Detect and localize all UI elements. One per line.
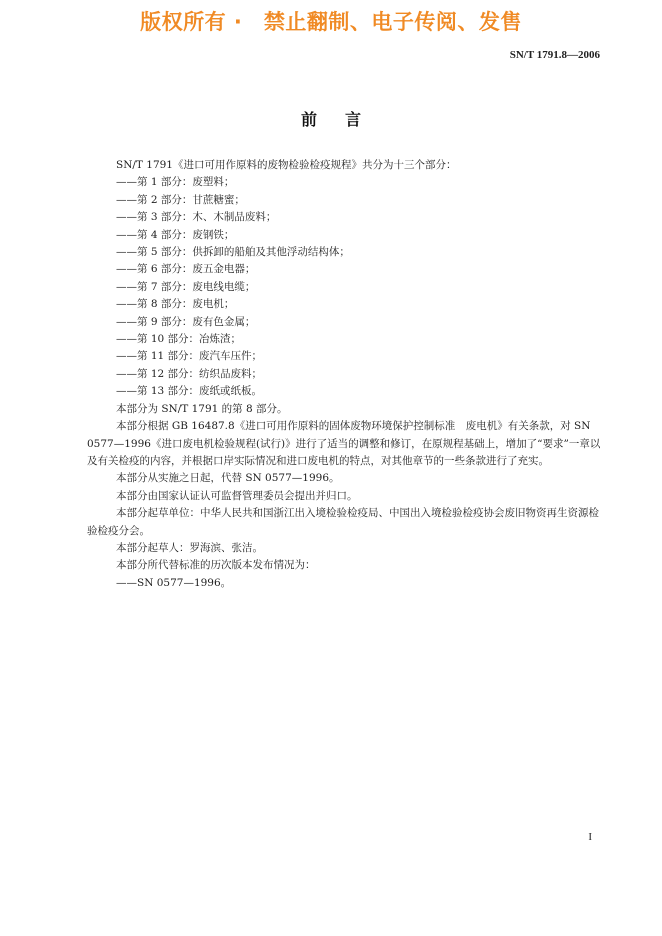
list-item: ——第 8 部分：废电机； bbox=[116, 298, 235, 311]
list-item: ——第 6 部分：废五金电器； bbox=[116, 263, 256, 276]
list-item: ——第 9 部分：废有色金属； bbox=[116, 315, 256, 328]
paragraph: 本部分所代替标准的历次版本发布情况为： bbox=[116, 559, 316, 572]
list-item: ——第 3 部分：木、木制品废料； bbox=[116, 211, 277, 224]
list-item: ——第 13 部分：废纸或纸板。 bbox=[116, 385, 263, 398]
standard-code: SN/T 1791.8—2006 bbox=[509, 49, 600, 61]
list-item: ——第 10 部分：冶炼渣； bbox=[116, 333, 242, 346]
list-item: ——第 11 部分：废汽车压件； bbox=[116, 350, 263, 363]
paragraph: 本部分起草单位：中华人民共和国浙江出入境检验检疫局、中国出入境检验检疫协会废旧物资再生资源检验检疫分会。 bbox=[87, 507, 599, 537]
paragraph: 本部分由国家认证认可监督管理委员会提出并归口。 bbox=[116, 489, 358, 502]
paragraph: 本部分起草人：罗海滨、张洁。 bbox=[116, 541, 263, 554]
parts-list bbox=[116, 174, 606, 400]
paragraph: 本部分从实施之日起，代替 SN 0577—1996。 bbox=[116, 472, 340, 485]
list-item: ——第 1 部分：废塑料； bbox=[116, 176, 235, 189]
list-item: ——第 12 部分：纺织品废料； bbox=[116, 367, 263, 380]
list-item: ——第 5 部分：供拆卸的船舶及其他浮动结构体； bbox=[116, 246, 350, 259]
page-number: I bbox=[588, 831, 592, 843]
foreword-body bbox=[87, 157, 606, 592]
paragraph: 本部分根据 GB 16487.8《进口可用作原料的固体废物环境保护控制标准 废电机》有关条款，对 SN 0577—1996《进口废电机检验规程(试行)》进行了适当的调整和修订，在原规程基础上，增加了“要求”一章以及有关检疫的内容，并根据口岸实际情况和进口废电机的特点，对其他章节的一些条款进行了充实。 bbox=[87, 420, 601, 467]
history-item: ——SN 0577—1996。 bbox=[116, 576, 232, 589]
list-item: ——第 2 部分：甘蔗糖蜜； bbox=[116, 193, 245, 206]
list-item: ——第 4 部分：废钢铁； bbox=[116, 228, 235, 241]
list-item: ——第 7 部分：废电线电缆； bbox=[116, 280, 256, 293]
paragraph: 本部分为 SN/T 1791 的第 8 部分。 bbox=[116, 402, 288, 415]
intro-paragraph: SN/T 1791《进口可用作原料的废物检验检疫规程》共分为十三个部分： bbox=[116, 159, 457, 171]
copyright-watermark: 版权所有 · 禁止翻制、电子传阅、发售 bbox=[140, 10, 522, 34]
page-title: 前言 bbox=[300, 110, 389, 129]
